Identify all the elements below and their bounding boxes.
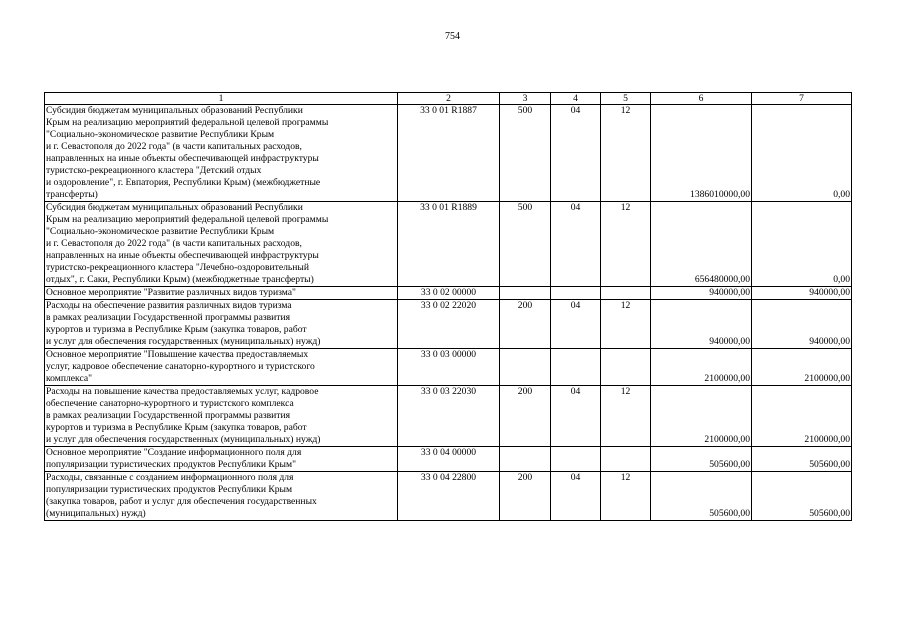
classification-code: 33 0 01 R1887	[398, 105, 500, 202]
amount-col7: 2100000,00	[752, 386, 852, 447]
amount-col7: 505600,00	[752, 447, 852, 472]
section-code: 04	[551, 202, 601, 287]
classification-code: 33 0 02 22020	[398, 300, 500, 349]
amount-col6: 2100000,00	[651, 386, 752, 447]
column-header: 2	[398, 93, 500, 105]
description-line: трансферты)	[46, 189, 98, 200]
description-line: Субсидия бюджетам муниципальных образований Республики	[46, 105, 303, 116]
column-header: 5	[601, 93, 651, 105]
amount-col7: 2100000,00	[752, 349, 852, 386]
section-code: 04	[551, 386, 601, 447]
description-line: (муниципальных) нужд)	[46, 508, 146, 519]
description-line: курортов и туризма в Республике Крым (закупка товаров, работ	[46, 422, 307, 433]
description-line: (закупка товаров, работ и услуг для обеспечения государственных	[46, 496, 317, 507]
expense-description	[45, 300, 398, 349]
expense-type-code	[500, 287, 551, 300]
description-line: и оздоровление", г. Евпатория, Республики Крым) (межбюджетные	[46, 177, 321, 188]
classification-code: 33 0 04 22800	[398, 472, 500, 521]
description-line: "Социально-экономическое развитие Республики Крым	[46, 129, 275, 140]
description-line: Субсидия бюджетам муниципальных образований Республики	[46, 202, 303, 213]
classification-code: 33 0 03 00000	[398, 349, 500, 386]
table-row	[45, 105, 852, 202]
amount-col7: 940000,00	[752, 300, 852, 349]
column-number-header	[45, 93, 852, 105]
column-header: 3	[500, 93, 551, 105]
section-code	[551, 287, 601, 300]
classification-code: 33 0 01 R1889	[398, 202, 500, 287]
expense-type-code	[500, 447, 551, 472]
expense-description	[45, 472, 398, 521]
table-row	[45, 472, 852, 521]
column-header: 7	[752, 93, 852, 105]
description-line: обеспечение санаторно-курортного и туристского комплекса	[46, 398, 294, 409]
expense-type-code: 200	[500, 472, 551, 521]
description-line: Расходы на обеспечение развития различных видов туризма	[46, 300, 292, 311]
amount-col6: 940000,00	[651, 300, 752, 349]
description-line: "Социально-экономическое развитие Республики Крым	[46, 226, 275, 237]
subsection-code	[601, 287, 651, 300]
amount-col7: 0,00	[752, 202, 852, 287]
description-line: Расходы, связанные с созданием информационного поля для	[46, 472, 294, 483]
amount-col6: 656480000,00	[651, 202, 752, 287]
subsection-code: 12	[601, 105, 651, 202]
budget-table	[44, 92, 852, 521]
table-row	[45, 287, 852, 300]
classification-code: 33 0 04 00000	[398, 447, 500, 472]
table-row	[45, 349, 852, 386]
expense-type-code: 200	[500, 300, 551, 349]
expense-type-code: 500	[500, 202, 551, 287]
table-row	[45, 386, 852, 447]
column-header: 6	[651, 93, 752, 105]
table-row	[45, 447, 852, 472]
column-header: 4	[551, 93, 601, 105]
expense-type-code: 200	[500, 386, 551, 447]
section-code	[551, 349, 601, 386]
description-line: и услуг для обеспечения государственных (муниципальных) нужд)	[46, 336, 321, 347]
description-line: комплекса"	[46, 373, 93, 384]
description-line: Основное мероприятие "Развитие различных видов туризма"	[46, 287, 296, 298]
section-code	[551, 447, 601, 472]
subsection-code: 12	[601, 300, 651, 349]
amount-col6: 1386010000,00	[651, 105, 752, 202]
expense-description	[45, 447, 398, 472]
amount-col7: 505600,00	[752, 472, 852, 521]
amount-col6: 505600,00	[651, 472, 752, 521]
description-line: и услуг для обеспечения государственных (муниципальных) нужд)	[46, 434, 321, 445]
section-code: 04	[551, 105, 601, 202]
description-line: Расходы на повышение качества предоставляемых услуг, кадровое	[46, 386, 319, 397]
description-line: в рамках реализации Государственной программы развития	[46, 312, 291, 323]
description-line: Крым на реализацию мероприятий федеральной целевой программы	[46, 117, 329, 128]
amount-col6: 505600,00	[651, 447, 752, 472]
description-line: услуг, кадровое обеспечение санаторно-курортного и туристского	[46, 361, 315, 372]
table-row	[45, 300, 852, 349]
description-line: популяризации туристических продуктов Республики Крым	[46, 484, 293, 495]
expense-type-code	[500, 349, 551, 386]
expense-type-code: 500	[500, 105, 551, 202]
amount-col7: 0,00	[752, 105, 852, 202]
description-line: Крым на реализацию мероприятий федеральной целевой программы	[46, 214, 329, 225]
amount-col7: 940000,00	[752, 287, 852, 300]
expense-description	[45, 349, 398, 386]
description-line: туристско-рекреационного кластера "Детский отдых	[46, 165, 262, 176]
subsection-code: 12	[601, 202, 651, 287]
classification-code: 33 0 02 00000	[398, 287, 500, 300]
description-line: направленных на иные объекты обеспечивающей инфраструктуры	[46, 153, 319, 164]
description-line: и г. Севастополя до 2022 года" (в части капитальных расходов,	[46, 141, 302, 152]
expense-description	[45, 287, 398, 300]
column-header: 1	[45, 93, 398, 105]
amount-col6: 940000,00	[651, 287, 752, 300]
description-line: направленных на иные объекты обеспечивающей инфраструктуры	[46, 250, 319, 261]
subsection-code: 12	[601, 472, 651, 521]
expense-description	[45, 105, 398, 202]
description-line: туристско-рекреационного кластера "Лечебно-оздоровительный	[46, 262, 309, 273]
description-line: отдых", г. Саки, Республики Крым) (межбюджетные трансферты)	[46, 274, 314, 285]
description-line: курортов и туризма в Республике Крым (закупка товаров, работ	[46, 324, 307, 335]
section-code: 04	[551, 472, 601, 521]
subsection-code	[601, 349, 651, 386]
subsection-code: 12	[601, 386, 651, 447]
subsection-code	[601, 447, 651, 472]
table-row	[45, 202, 852, 287]
section-code: 04	[551, 300, 601, 349]
description-line: в рамках реализации Государственной программы развития	[46, 410, 291, 421]
description-line: Основное мероприятие "Повышение качества предоставляемых	[46, 349, 309, 360]
page-number: 754	[445, 31, 460, 42]
description-line: Основное мероприятие "Создание информационного поля для	[46, 447, 302, 458]
expense-description	[45, 386, 398, 447]
description-line: и г. Севастополя до 2022 года" (в части капитальных расходов,	[46, 238, 302, 249]
classification-code: 33 0 03 22030	[398, 386, 500, 447]
amount-col6: 2100000,00	[651, 349, 752, 386]
expense-description	[45, 202, 398, 287]
description-line: популяризации туристических продуктов Республики Крым"	[46, 459, 296, 470]
